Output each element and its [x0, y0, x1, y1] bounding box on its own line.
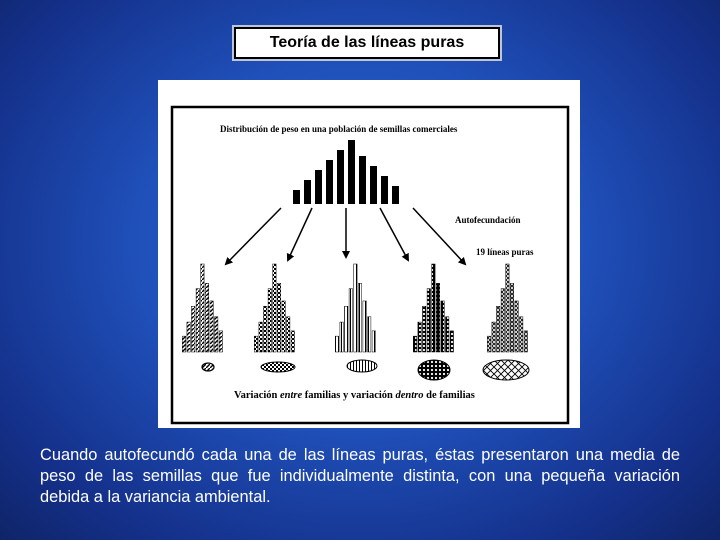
family-3-bar — [340, 322, 343, 352]
family-4-bar — [432, 264, 435, 352]
family-4-bar — [423, 306, 426, 352]
family-4-bar — [418, 322, 421, 352]
arrow-2 — [288, 208, 312, 260]
family-1-bar — [205, 283, 208, 352]
pure-line-families — [182, 264, 527, 352]
family-4-bar — [427, 289, 430, 352]
family-2-bar — [254, 336, 257, 352]
family-1-bar — [201, 264, 204, 352]
family-1-bar — [187, 322, 190, 352]
family-2-bar — [287, 317, 290, 352]
slide-title: Teoría de las líneas puras — [234, 27, 500, 59]
family-4-bar — [450, 331, 453, 352]
population-bar — [315, 170, 322, 204]
pure-lines-diagram — [158, 80, 580, 428]
family-2-bar — [291, 331, 294, 352]
family-1-bar — [210, 301, 213, 352]
family-3-bar — [354, 264, 357, 352]
oval-family-5 — [483, 360, 529, 380]
population-bar — [348, 140, 355, 204]
family-1-bar — [215, 317, 218, 352]
family-2-bar — [282, 301, 285, 352]
family-3-bar — [358, 283, 361, 352]
family-2-bar — [277, 283, 280, 352]
family-ovals — [202, 360, 529, 380]
family-3-bar — [349, 289, 352, 352]
family-3-bar — [335, 336, 338, 352]
family-5-bar — [506, 264, 509, 352]
family-4-bar — [446, 317, 449, 352]
population-histogram — [293, 140, 399, 204]
pure-lines-figure — [158, 80, 580, 428]
family-5-bar — [520, 317, 523, 352]
family-5-bar — [510, 283, 513, 352]
family-5-bar — [524, 331, 527, 352]
population-bar — [370, 166, 377, 204]
population-bar — [392, 186, 399, 204]
oval-family-4 — [418, 360, 450, 380]
family-2-bar — [268, 289, 271, 352]
pure-lines-count-label: 19 líneas puras — [476, 247, 534, 257]
oval-family-1 — [202, 363, 214, 371]
population-bar — [359, 156, 366, 204]
family-2-bar — [273, 264, 276, 352]
family-1-bar — [196, 289, 199, 352]
arrow-4 — [380, 208, 408, 260]
selfing-arrows — [226, 208, 465, 264]
selfing-label: Autofecundación — [455, 215, 521, 225]
population-bar — [337, 150, 344, 204]
family-1-bar — [192, 306, 195, 352]
family-2-bar — [264, 306, 267, 352]
family-3-bar — [363, 301, 366, 352]
population-bar — [326, 160, 333, 204]
oval-family-2 — [261, 362, 295, 372]
family-4-bar — [441, 301, 444, 352]
variation-label: Variación entre familias y variación dentro de familias — [234, 390, 475, 401]
family-1-bar — [219, 331, 222, 352]
arrow-1 — [226, 208, 281, 264]
slide-caption: Cuando autofecundó cada una de las líneas puras, éstas presentaron una media de peso de las semillas que fue individualmente distinta, con una pequeña variación debida a la variancia ambiental. — [40, 446, 680, 506]
population-bar — [304, 180, 311, 204]
family-5-bar — [492, 322, 495, 352]
family-2-bar — [259, 322, 262, 352]
family-5-bar — [515, 301, 518, 352]
population-bar — [293, 190, 300, 204]
distribution-label: Distribución de peso en una población de semillas comerciales — [220, 124, 458, 134]
family-5-bar — [497, 306, 500, 352]
family-5-bar — [501, 289, 504, 352]
family-3-bar — [368, 317, 371, 352]
family-4-bar — [436, 283, 439, 352]
oval-family-3 — [347, 360, 377, 372]
family-4-bar — [413, 336, 416, 352]
family-3-bar — [372, 331, 375, 352]
family-3-bar — [345, 306, 348, 352]
family-5-bar — [487, 336, 490, 352]
family-1-bar — [182, 336, 185, 352]
population-bar — [381, 176, 388, 204]
